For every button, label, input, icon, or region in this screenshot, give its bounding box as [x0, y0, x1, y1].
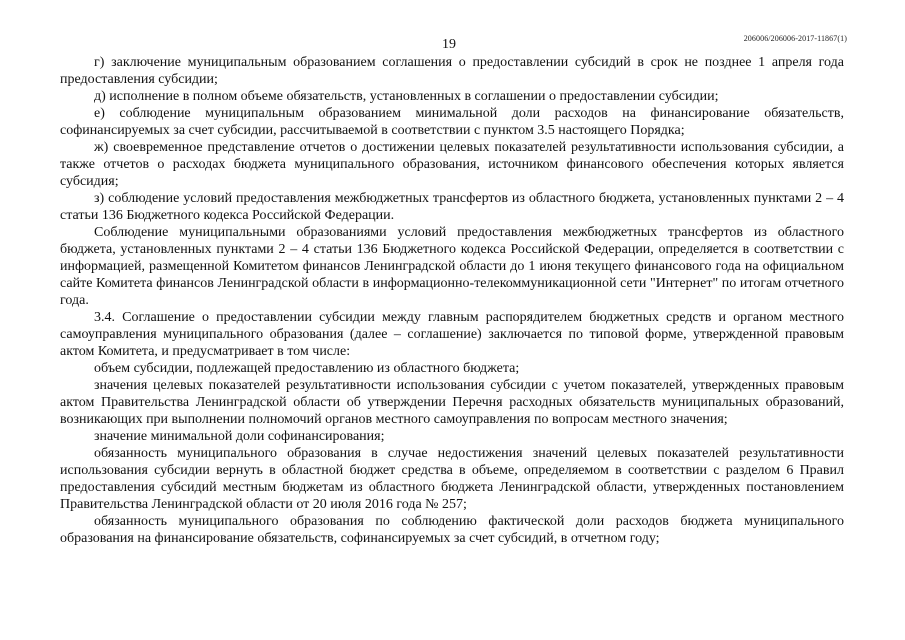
paragraph-actual-share-obligation: обязанность муниципального образования по соблюдению фактической доли расходов бюджета муниципального образования на финансирование обязательств, софинансируемых за счет субсидий, в отчетном году; — [60, 514, 844, 546]
paragraph-item-z: з) соблюдение условий предоставления межбюджетных трансфертов из областного бюджета, установленных пунктами 2 – 4 статьи 136 Бюджетного кодекса Российской Федерации. — [60, 191, 844, 223]
paragraph-item-zh: ж) своевременное представление отчетов о достижении целевых показателей результативности использования субсидии, а также отчетов о расходах бюджета муниципального образования, источником финансового обеспечения которых является субсидия; — [60, 140, 844, 189]
paragraph-compliance: Соблюдение муниципальными образованиями условий предоставления межбюджетных трансфертов из областного бюджета, установленных пунктами 2 – 4 статьи 136 Бюджетного кодекса Российской Федерации, определяется в соответствии с информацией, размещенной Комитетом финансов Ленинградской области до 1 июня текущего финансового года на официальном сайте Комитета финансов Ленинградской области в информационно-телекоммуникационной сети "Интернет" по итогам отчетного года. — [60, 225, 844, 308]
paragraph-item-g: г) заключение муниципальным образованием соглашения о предоставлении субсидий в срок не позднее 1 апреля года предоставления субсидии; — [60, 55, 844, 87]
document-id: 206006/206006-2017-11867(1) — [743, 34, 847, 43]
paragraph-item-e: е) соблюдение муниципальным образованием минимальной доли расходов на финансирование обязательств, софинансируемых за счет субсидии, рассчитываемой в соответствии с пунктом 3.5 настоящего Порядка; — [60, 106, 844, 138]
paragraph-refund-obligation: обязанность муниципального образования в случае недостижения значений целевых показателей результативности использования субсидии вернуть в областной бюджет средства в объеме, определяемом в соответствии с разделом 6 Правил предоставления субсидий местным бюджетам из областного бюджета Ленинградской области, утвержденных постановлением Правительства Ленинградской области от 20 июля 2016 года № 257; — [60, 446, 844, 512]
paragraph-subsidy-amount: объем субсидии, подлежащей предоставлению из областного бюджета; — [94, 361, 520, 376]
paragraph-item-d: д) исполнение в полном объеме обязательств, установленных в соглашении о предоставлении субсидии; — [94, 89, 719, 104]
document-body — [60, 54, 844, 547]
paragraph-target-indicators: значения целевых показателей результативности использования субсидии с учетом показателей, утвержденных правовым актом Правительства Ленинградской области об утверждении Перечня расходных обязательств муниципальных образований, возникающих при выполнении полномочий органов местного самоуправления по вопросам местного значения; — [60, 378, 844, 427]
paragraph-section-3-4: 3.4. Соглашение о предоставлении субсидии между главным распорядителем бюджетных средств и органом местного самоуправления муниципального образования (далее – соглашение) заключается по типовой форме, утвержденной правовым актом Комитета, и предусматривает в том числе: — [60, 310, 844, 359]
page-number: 19 — [442, 37, 456, 52]
paragraph-min-share: значение минимальной доли софинансирования; — [94, 429, 385, 444]
